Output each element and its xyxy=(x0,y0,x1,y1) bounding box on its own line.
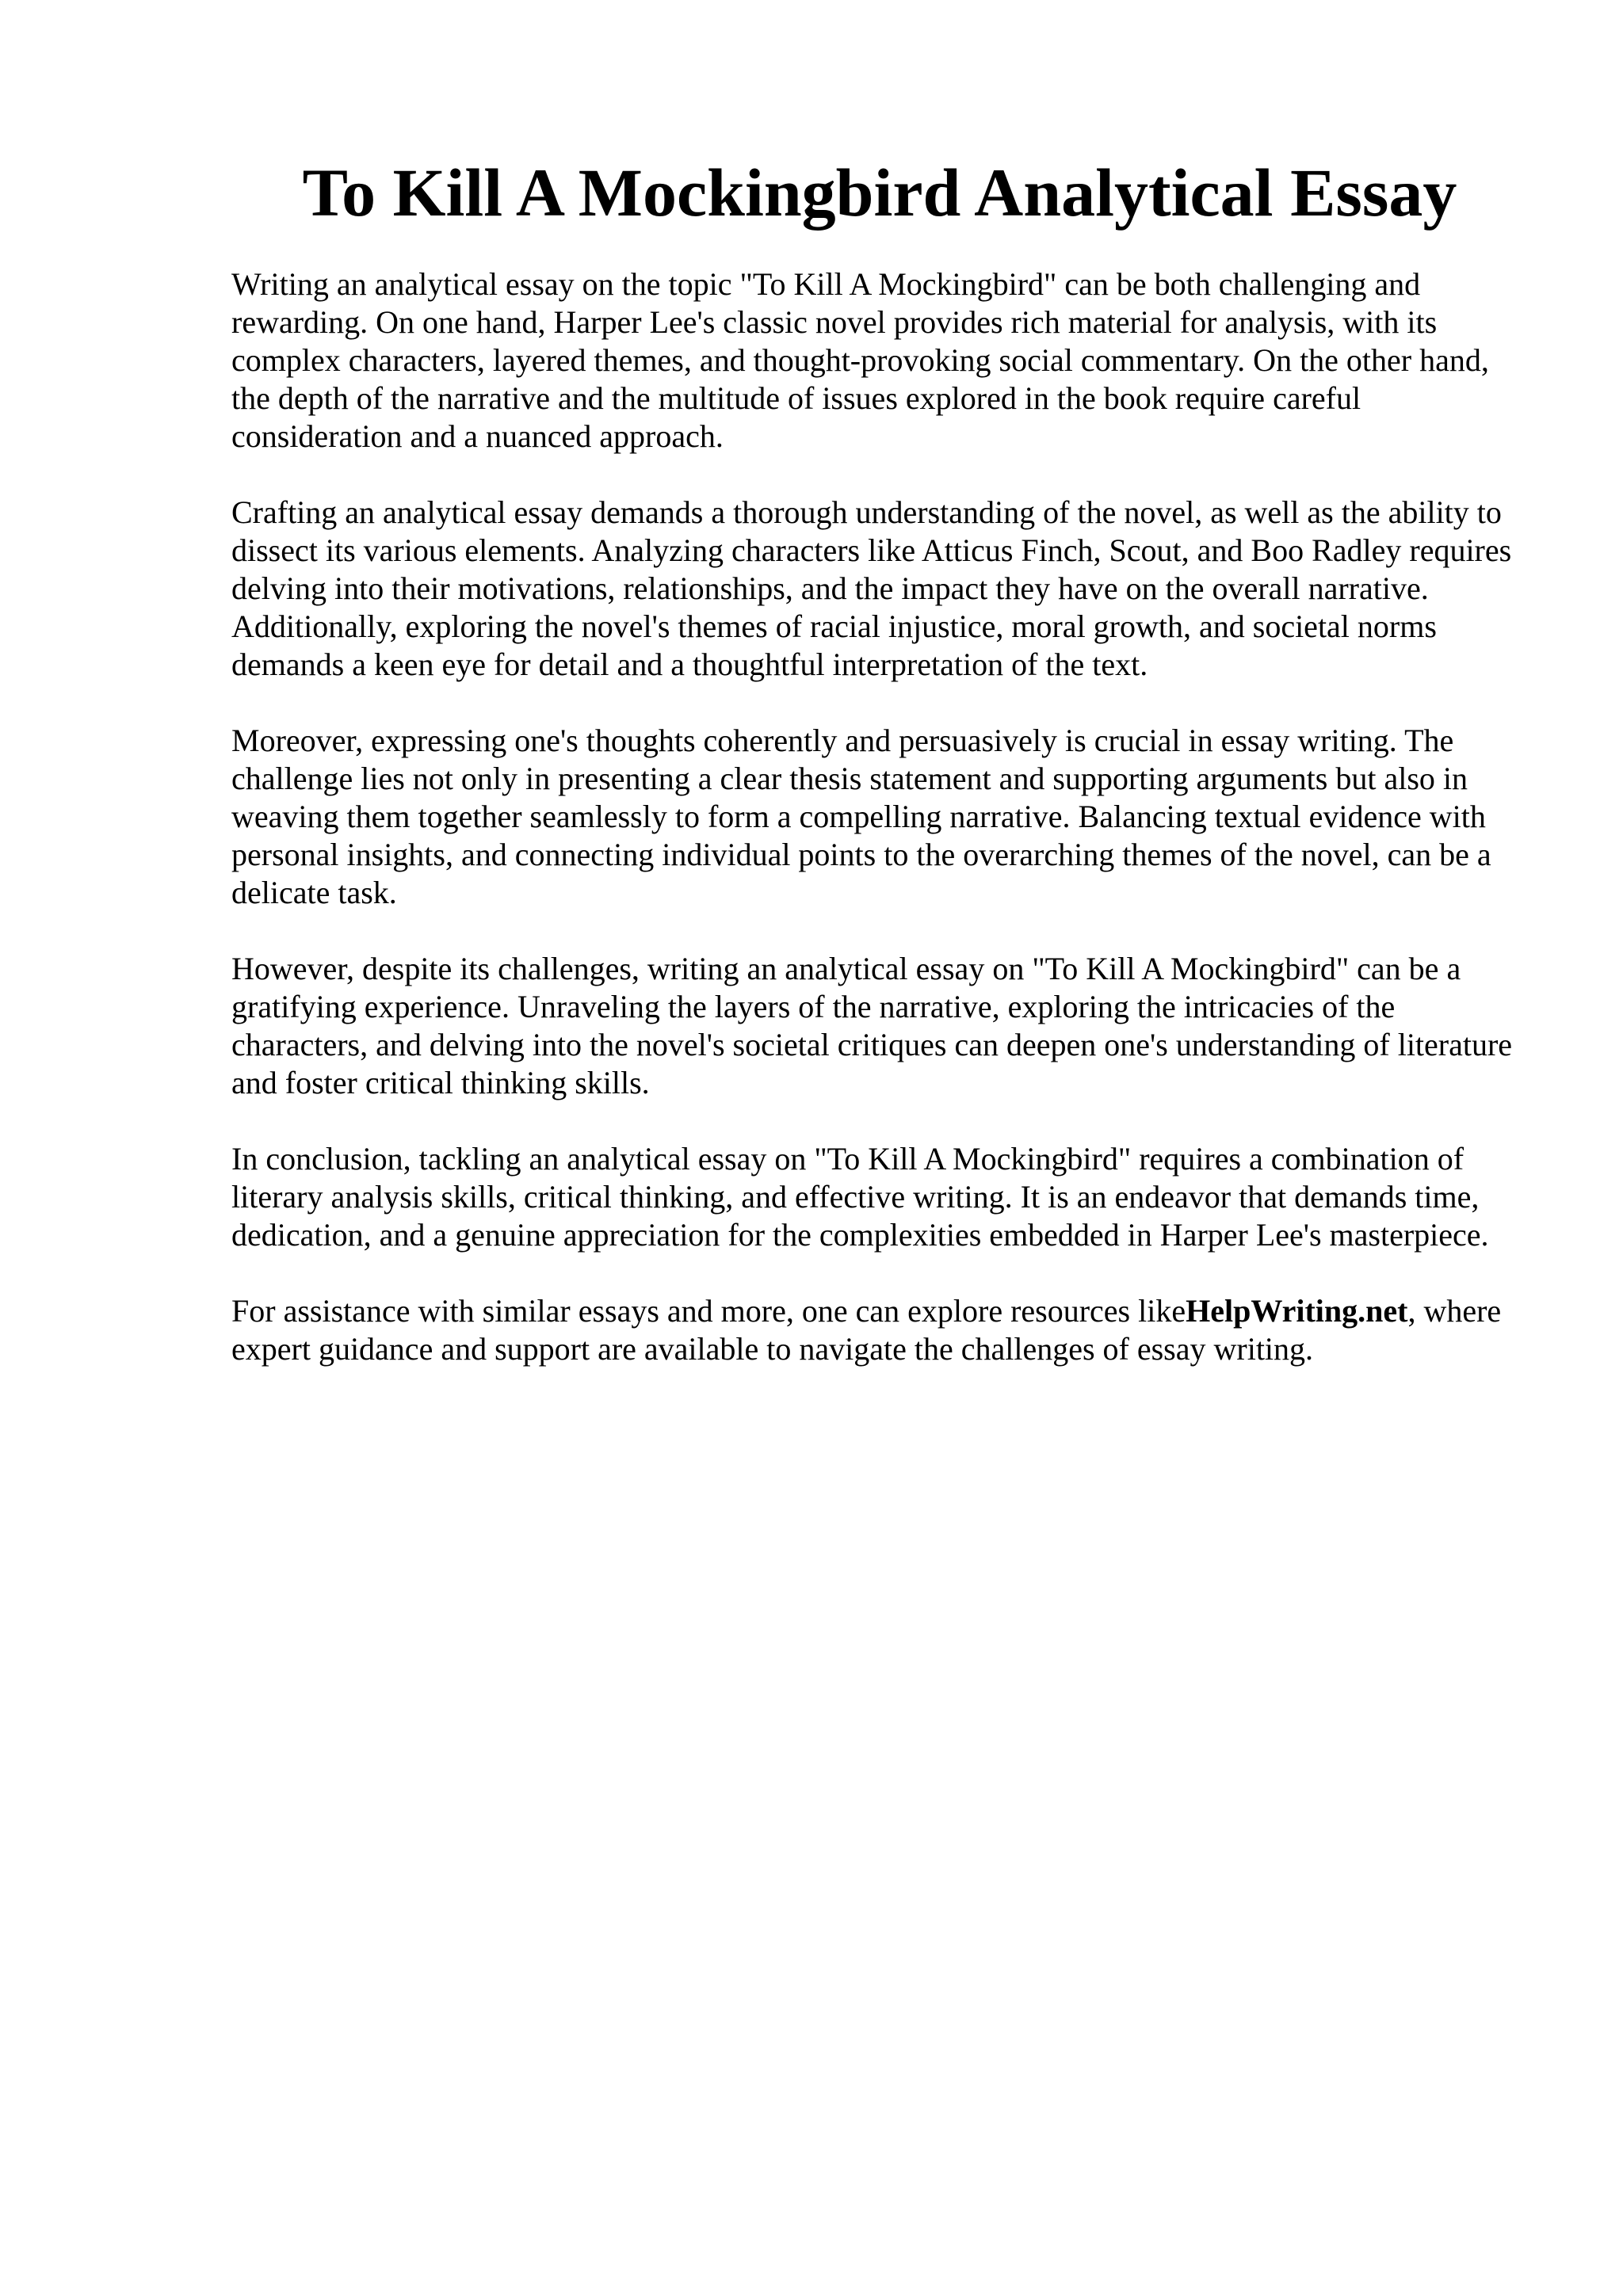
closing-paragraph xyxy=(231,1292,1523,1368)
helpwriting-link[interactable]: HelpWriting.net xyxy=(1186,1293,1408,1329)
paragraph-3: Moreover, expressing one's thoughts coherently and persuasively is crucial in essay writing. The challenge lies not only in presenting a clear thesis statement and supporting arguments but also in weaving them together seamlessly to form a compelling narrative. Balancing textual evidence with personal insights, and connecting individual points to the overarching themes of the novel, can be a delicate task. xyxy=(231,723,1491,910)
document-title: To Kill A Mockingbird Analytical Essay xyxy=(302,154,1457,231)
paragraph-5: In conclusion, tackling an analytical essay on "To Kill A Mockingbird" requires a combination of literary analysis skills, critical thinking, and effective writing. It is an endeavor that demands time, dedication, and a genuine appreciation for the complexities embedded in Harper Lee's masterpiece. xyxy=(231,1141,1489,1253)
closing-text-before-link: For assistance with similar essays and more, one can explore resources like xyxy=(231,1293,1186,1329)
closing-text-after-link: , where expert guidance and support are available to navigate the challenges of essay writing. xyxy=(231,1293,1502,1367)
paragraph-2: Crafting an analytical essay demands a thorough understanding of the novel, as well as the ability to dissect its various elements. Analyzing characters like Atticus Finch, Scout, and Boo Radley requires delving into their motivations, relationships, and the impact they have on the overall narrative. Additionally, exploring the novel's themes of racial injustice, moral growth, and societal norms demands a keen eye for detail and a thoughtful interpretation of the text. xyxy=(231,494,1512,682)
paragraph-4: However, despite its challenges, writing an analytical essay on "To Kill A Mockingbird" can be a gratifying experience. Unraveling the layers of the narrative, exploring the intricacies of the characters, and delving into the novel's societal critiques can deepen one's understanding of literature and foster critical thinking skills. xyxy=(231,951,1513,1100)
document-body xyxy=(231,265,1523,1406)
paragraph-1: Writing an analytical essay on the topic "To Kill A Mockingbird" can be both challenging and rewarding. On one hand, Harper Lee's classic novel provides rich material for analysis, with its complex characters, layered themes, and thought-provoking social commentary. On the other hand, the depth of the narrative and the multitude of issues explored in the book require careful consideration and a nuanced approach. xyxy=(231,266,1489,454)
